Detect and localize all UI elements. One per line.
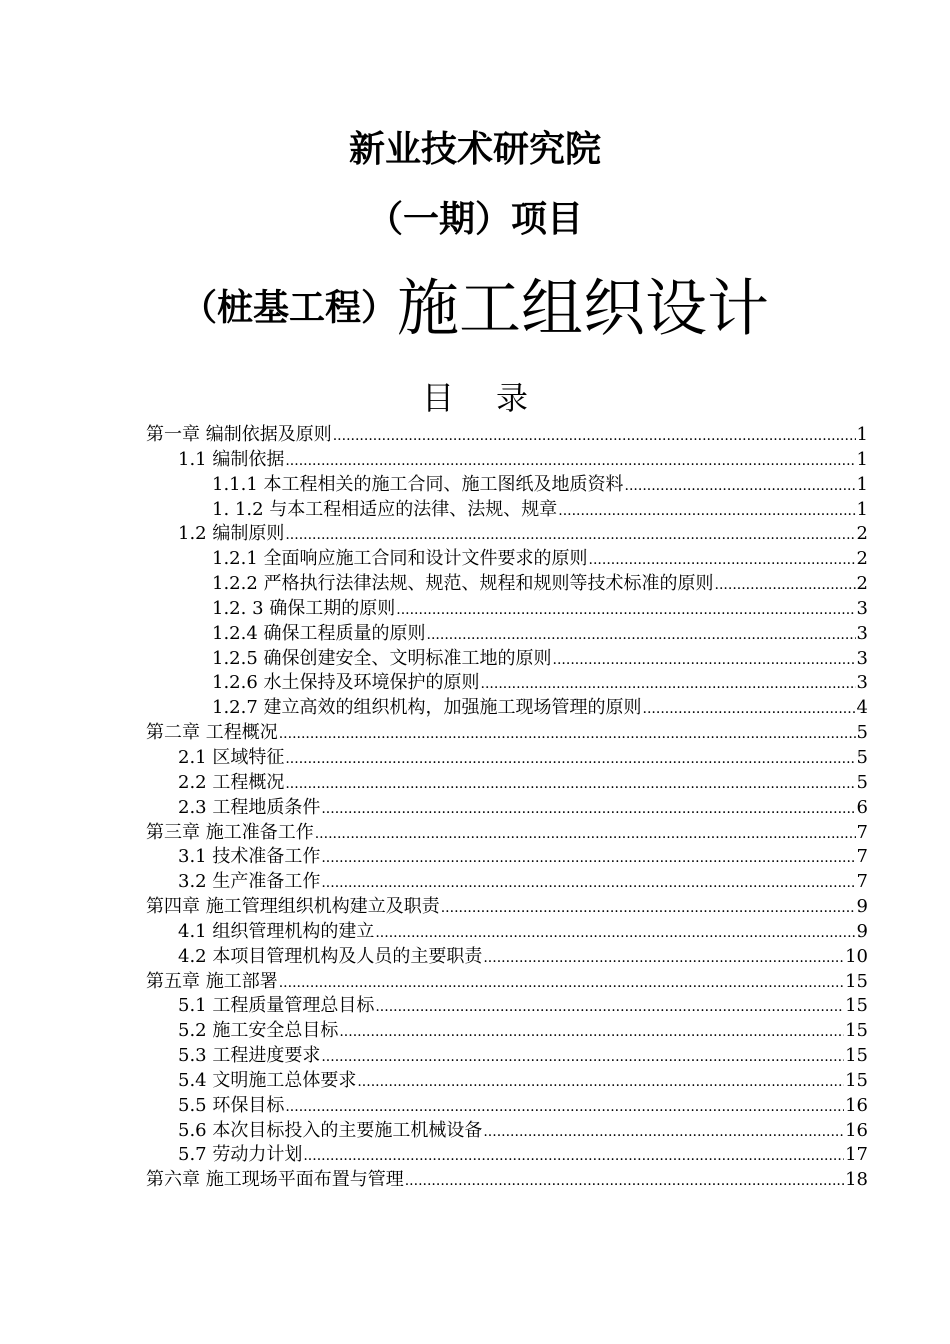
toc-entry[interactable] xyxy=(146,870,868,895)
table-of-contents xyxy=(146,423,868,1193)
toc-entry[interactable] xyxy=(146,647,868,672)
toc-dot-leader xyxy=(285,522,855,547)
toc-dot-leader xyxy=(483,1119,844,1144)
toc-entry-page-number: 15 xyxy=(845,1069,868,1091)
toc-dot-leader xyxy=(315,821,856,846)
toc-entry-page-number: 2 xyxy=(856,548,868,570)
toc-entry-page-number: 7 xyxy=(856,821,868,843)
toc-dot-leader xyxy=(321,845,855,870)
toc-entry[interactable] xyxy=(146,845,868,870)
toc-heading: 目录 xyxy=(421,379,570,417)
toc-entry[interactable] xyxy=(146,895,868,920)
toc-dot-leader xyxy=(375,920,855,945)
toc-entry[interactable] xyxy=(146,498,868,523)
toc-entry[interactable] xyxy=(146,796,868,821)
toc-entry[interactable] xyxy=(146,1094,868,1119)
toc-dot-leader xyxy=(333,423,856,448)
toc-entry-page-number: 1 xyxy=(856,498,868,520)
toc-entry[interactable] xyxy=(146,721,868,746)
toc-entry[interactable] xyxy=(146,522,868,547)
toc-dot-leader xyxy=(715,572,856,597)
toc-entry-page-number: 15 xyxy=(845,995,868,1017)
toc-entry-label: 1.2.6 水土保持及环境保护的原则 xyxy=(212,672,480,694)
toc-entry-label: 5.5 环保目标 xyxy=(178,1094,285,1116)
toc-entry[interactable] xyxy=(146,970,868,995)
toc-dot-leader xyxy=(396,597,855,622)
toc-dot-leader xyxy=(285,746,855,771)
toc-entry[interactable] xyxy=(146,821,868,846)
toc-entry-label: 第五章 施工部署 xyxy=(146,970,278,992)
toc-entry-label: 5.6 本次目标投入的主要施工机械设备 xyxy=(178,1119,483,1141)
toc-entry-page-number: 6 xyxy=(856,796,868,818)
toc-dot-leader xyxy=(285,771,855,796)
cover-title-prefix: （桩基工程） xyxy=(180,287,397,329)
toc-dot-leader xyxy=(427,622,856,647)
toc-entry-page-number: 16 xyxy=(845,1119,868,1141)
toc-entry[interactable] xyxy=(146,1143,868,1168)
toc-entry-label: 2.3 工程地质条件 xyxy=(178,796,321,818)
toc-entry-page-number: 5 xyxy=(856,746,868,768)
cover-title-line-1: 新业技术研究院 xyxy=(348,129,601,170)
toc-entry-page-number: 17 xyxy=(845,1144,868,1166)
toc-entry-page-number: 3 xyxy=(856,647,868,669)
toc-entry-label: 5.7 劳动力计划 xyxy=(178,1144,303,1166)
toc-entry-page-number: 3 xyxy=(856,622,868,644)
toc-entry-label: 1.1.1 本工程相关的施工合同、施工图纸及地质资料 xyxy=(212,473,624,495)
toc-entry[interactable] xyxy=(146,622,868,647)
toc-entry-page-number: 5 xyxy=(856,722,868,744)
cover-title-main: 施工组织设计 xyxy=(397,271,770,345)
toc-entry-label: 4.1 组织管理机构的建立 xyxy=(178,920,375,942)
toc-entry-label: 2.1 区域特征 xyxy=(178,746,285,768)
toc-dot-leader xyxy=(279,970,844,995)
toc-entry-label: 1.1 编制依据 xyxy=(178,448,285,470)
toc-entry-label: 1.2 编制原则 xyxy=(178,523,285,545)
cover-title-line-3 xyxy=(0,270,950,347)
toc-entry-label: 1.2.4 确保工程质量的原则 xyxy=(212,622,426,644)
toc-entry-page-number: 5 xyxy=(856,771,868,793)
toc-entry[interactable] xyxy=(146,746,868,771)
toc-entry[interactable] xyxy=(146,696,868,721)
toc-entry[interactable] xyxy=(146,1044,868,1069)
toc-entry[interactable] xyxy=(146,1119,868,1144)
toc-entry-label: 5.4 文明施工总体要求 xyxy=(178,1069,357,1091)
toc-dot-leader xyxy=(625,473,856,498)
toc-entry-label: 1.2.7 建立高效的组织机构，加强施工现场管理的原则 xyxy=(212,697,642,719)
toc-entry-label: 5.2 施工安全总目标 xyxy=(178,1020,339,1042)
toc-entry-page-number: 1 xyxy=(856,424,868,445)
toc-entry[interactable] xyxy=(146,547,868,572)
toc-dot-leader xyxy=(279,721,856,746)
toc-entry-page-number: 3 xyxy=(856,597,868,619)
toc-entry-label: 第二章 工程概况 xyxy=(146,722,278,744)
toc-entry-label: 1.2.1 全面响应施工合同和设计文件要求的原则 xyxy=(212,548,588,570)
toc-entry-page-number: 3 xyxy=(856,672,868,694)
toc-entry[interactable] xyxy=(146,448,868,473)
toc-dot-leader xyxy=(481,671,856,696)
toc-dot-leader xyxy=(285,448,855,473)
toc-dot-leader xyxy=(441,895,856,920)
toc-entry[interactable] xyxy=(146,597,868,622)
toc-dot-leader xyxy=(643,696,856,721)
toc-dot-leader xyxy=(357,1069,844,1094)
toc-entry[interactable] xyxy=(146,1069,868,1094)
toc-entry-page-number: 9 xyxy=(856,896,868,918)
toc-entry[interactable] xyxy=(146,473,868,498)
toc-dot-leader xyxy=(405,1168,844,1193)
toc-entry-page-number: 10 xyxy=(845,945,868,967)
toc-entry-label: 1.2.2 严格执行法律法规、规范、规程和规则等技术标准的原则 xyxy=(212,573,714,595)
toc-entry-label: 1.2.5 确保创建安全、文明标准工地的原则 xyxy=(212,647,552,669)
toc-entry-label: 第一章 编制依据及原则 xyxy=(146,424,332,445)
toc-entry-label: 1.2. 3 确保工期的原则 xyxy=(212,597,396,619)
toc-entry-label: 4.2 本项目管理机构及人员的主要职责 xyxy=(178,945,483,967)
toc-entry-label: 3.1 技术准备工作 xyxy=(178,846,321,868)
toc-dot-leader xyxy=(483,945,844,970)
toc-entry[interactable] xyxy=(146,920,868,945)
toc-entry[interactable] xyxy=(146,671,868,696)
toc-entry[interactable] xyxy=(146,572,868,597)
toc-entry[interactable] xyxy=(146,423,868,448)
toc-entry[interactable] xyxy=(146,771,868,796)
toc-entry-label: 5.1 工程质量管理总目标 xyxy=(178,995,375,1017)
toc-entry-label: 1. 1.2 与本工程相适应的法律、法规、规章 xyxy=(212,498,558,520)
toc-entry-page-number: 15 xyxy=(845,1020,868,1042)
toc-entry[interactable] xyxy=(146,1168,868,1193)
toc-dot-leader xyxy=(285,1094,844,1119)
toc-entry-label: 5.3 工程进度要求 xyxy=(178,1045,321,1067)
cover-title-line-2: （一期）项目 xyxy=(366,199,583,240)
toc-entry-label: 3.2 生产准备工作 xyxy=(178,871,321,893)
toc-entry-page-number: 2 xyxy=(856,573,868,595)
toc-dot-leader xyxy=(558,498,855,523)
toc-entry[interactable] xyxy=(146,1019,868,1044)
toc-entry[interactable] xyxy=(146,945,868,970)
toc-entry-label: 2.2 工程概况 xyxy=(178,771,285,793)
toc-dot-leader xyxy=(303,1143,844,1168)
toc-entry-page-number: 7 xyxy=(856,846,868,868)
toc-dot-leader xyxy=(321,1044,844,1069)
toc-entry-page-number: 16 xyxy=(845,1094,868,1116)
toc-entry-label: 第六章 施工现场平面布置与管理 xyxy=(146,1169,404,1191)
toc-entry-page-number: 15 xyxy=(845,1045,868,1067)
toc-dot-leader xyxy=(589,547,856,572)
toc-entry-page-number: 4 xyxy=(856,697,868,719)
toc-entry-label: 第四章 施工管理组织机构建立及职责 xyxy=(146,896,440,918)
toc-entry-page-number: 2 xyxy=(856,523,868,545)
toc-entry-page-number: 7 xyxy=(856,871,868,893)
toc-entry-page-number: 1 xyxy=(856,473,868,495)
toc-dot-leader xyxy=(321,796,855,821)
toc-entry-page-number: 15 xyxy=(845,970,868,992)
toc-dot-leader xyxy=(553,647,856,672)
toc-entry-page-number: 18 xyxy=(845,1169,868,1191)
toc-entry-page-number: 9 xyxy=(856,920,868,942)
toc-dot-leader xyxy=(375,994,844,1019)
toc-entry-page-number: 1 xyxy=(856,448,868,470)
toc-entry-label: 第三章 施工准备工作 xyxy=(146,821,314,843)
toc-dot-leader xyxy=(321,870,855,895)
toc-dot-leader xyxy=(339,1019,844,1044)
toc-entry[interactable] xyxy=(146,994,868,1019)
